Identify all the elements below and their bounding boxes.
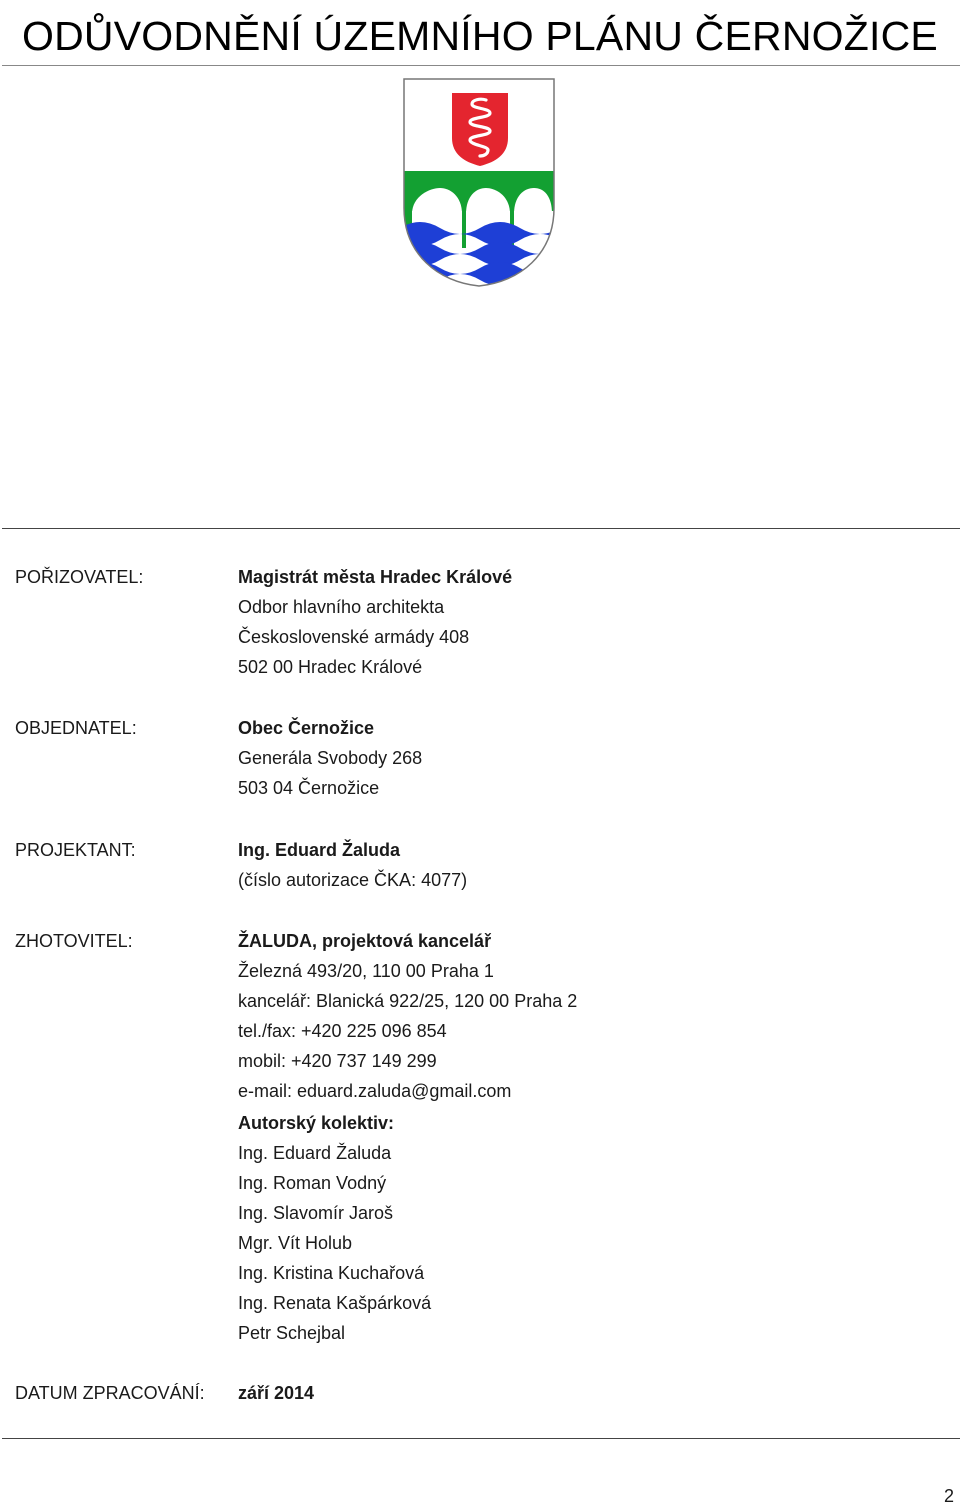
team-member: Petr Schejbal [238, 1323, 346, 1343]
projektant-authorization: (číslo autorizace ČKA: 4077) [238, 870, 468, 890]
team-member: Ing. Roman Vodný [238, 1173, 387, 1193]
zhotovitel-name: ŽALUDA, projektová kancelář [238, 931, 492, 951]
zhotovitel-block [238, 926, 577, 1348]
projektant-block [238, 835, 467, 895]
section-divider-bottom [2, 1438, 960, 1439]
objednatel-label: OBJEDNATEL: [15, 718, 137, 738]
document-title: ODŮVODNĚNÍ ÚZEMNÍHO PLÁNU ČERNOŽICE [22, 13, 938, 59]
porizovatel-name: Magistrát města Hradec Králové [238, 567, 513, 587]
porizovatel-line: Československé armády 408 [238, 627, 470, 647]
datum-value: září 2014 [238, 1383, 315, 1403]
team-member: Ing. Eduard Žaluda [238, 1143, 392, 1163]
municipal-coat-of-arms-icon [400, 76, 558, 290]
projektant-label: PROJEKTANT: [15, 840, 136, 860]
team-member: Ing. Kristina Kuchařová [238, 1263, 425, 1283]
zhotovitel-label: ZHOTOVITEL: [15, 931, 133, 951]
porizovatel-block [238, 562, 512, 682]
objednatel-line: 503 04 Černožice [238, 778, 380, 798]
zhotovitel-email: e-mail: eduard.zaluda@gmail.com [238, 1081, 512, 1101]
objednatel-line: Generála Svobody 268 [238, 748, 423, 768]
zhotovitel-phone: tel./fax: +420 225 096 854 [238, 1021, 447, 1041]
porizovatel-line: Odbor hlavního architekta [238, 597, 445, 617]
zhotovitel-line: kancelář: Blanická 922/25, 120 00 Praha 2 [238, 991, 578, 1011]
team-member: Ing. Slavomír Jaroš [238, 1203, 394, 1223]
zhotovitel-line: Železná 493/20, 110 00 Praha 1 [238, 961, 494, 981]
porizovatel-label: POŘIZOVATEL: [15, 567, 144, 587]
team-member: Mgr. Vít Holub [238, 1233, 353, 1253]
objednatel-block [238, 713, 422, 803]
title-divider [2, 65, 960, 66]
section-divider-top [2, 528, 960, 529]
team-heading: Autorský kolektiv: [238, 1113, 395, 1133]
projektant-name: Ing. Eduard Žaluda [238, 840, 401, 860]
porizovatel-line: 502 00 Hradec Králové [238, 657, 423, 677]
team-member: Ing. Renata Kašpárková [238, 1293, 432, 1313]
datum-label: DATUM ZPRACOVÁNÍ: [15, 1383, 205, 1403]
page-number: 2 [943, 1486, 954, 1506]
objednatel-name: Obec Černožice [238, 718, 375, 738]
zhotovitel-mobile: mobil: +420 737 149 299 [238, 1051, 437, 1071]
